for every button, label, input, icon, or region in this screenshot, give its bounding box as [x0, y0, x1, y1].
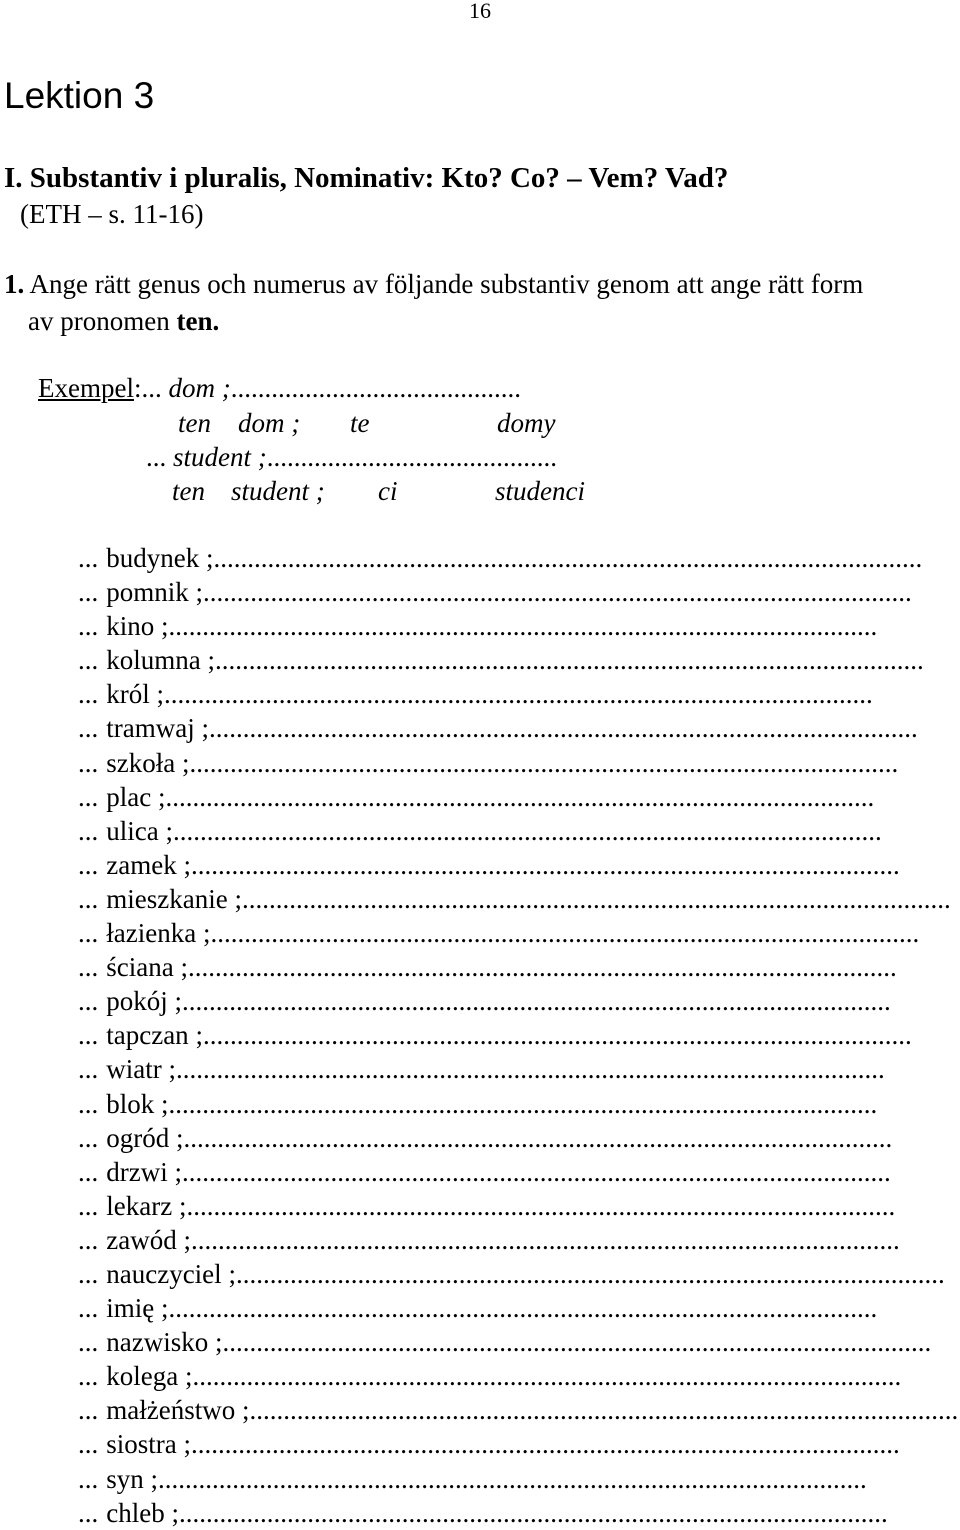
list-item[interactable]: ... nazwisko ;......................................................................................................... — [78, 1327, 932, 1358]
section-title: I. Substantiv i pluralis, Nominativ: Kto? Co? – Vem? Vad? — [4, 162, 729, 194]
task-pronoun: ten. — [176, 306, 220, 336]
list-item[interactable]: ... nauczyciel ;......................................................................................................... — [78, 1258, 945, 1289]
list-item[interactable]: ... plac ;......................................................................................................... — [78, 781, 875, 812]
list-item[interactable]: ... chleb ;......................................................................................................... — [78, 1497, 888, 1528]
list-item[interactable]: ... zamek ;......................................................................................................... — [78, 849, 900, 880]
example-prompt-1: dom ; — [168, 373, 231, 403]
lesson-title: Lektion 3 — [4, 75, 155, 116]
list-item[interactable]: ... kino ;......................................................................................................... — [78, 611, 878, 642]
list-item[interactable]: ... kolega ;......................................................................................................... — [78, 1361, 902, 1392]
list-item[interactable]: ... tramwaj ;......................................................................................................... — [78, 713, 918, 744]
list-item[interactable]: ... łazienka ;......................................................................................................... — [78, 918, 920, 949]
example-answer-2 — [0, 475, 960, 507]
example-answer-1-plural-pronoun: te — [350, 408, 370, 438]
example-answer-2-plural-noun: studenci — [495, 476, 585, 506]
list-item[interactable]: ... wiatr ;......................................................................................................... — [78, 1054, 885, 1085]
list-item[interactable]: ... zawód ;......................................................................................................... — [78, 1224, 900, 1255]
example-line-1 — [38, 372, 521, 404]
example-answer-blank-1: ........................................... — [230, 373, 521, 403]
task-instruction-line2: av pronomen — [28, 306, 170, 336]
example-answer-1 — [0, 407, 960, 439]
example-label: Exempel — [38, 373, 134, 403]
list-item[interactable]: ... syn ;......................................................................................................... — [78, 1463, 867, 1494]
example-prompt-2: student ; — [173, 442, 267, 472]
example-answer-2-pronoun: ten — [172, 476, 205, 506]
example-answer-1-pronoun: ten — [178, 408, 211, 438]
example-answer-2-plural-pronoun: ci — [378, 476, 398, 506]
example-answer-2-noun: student ; — [231, 476, 325, 506]
list-item[interactable]: ... budynek ;......................................................................................................... — [78, 543, 923, 573]
list-item[interactable]: ... mieszkanie ;......................................................................................................... — [78, 883, 951, 914]
list-item[interactable]: ... król ;......................................................................................................... — [78, 679, 873, 710]
list-item[interactable]: ... kolumna ;......................................................................................................... — [78, 645, 924, 676]
list-item[interactable]: ... pokój ;......................................................................................................... — [78, 986, 891, 1017]
page-number: 16 — [469, 0, 491, 23]
task-instruction — [4, 267, 863, 301]
example-answer-blank-2: ........................................... — [266, 442, 557, 472]
task-instruction-line1: Ange rätt genus och numerus av följande substantiv genom att ange rätt form — [29, 269, 864, 299]
list-item[interactable]: ... blok ;......................................................................................................... — [78, 1088, 878, 1119]
list-item[interactable]: ... małżeństwo ;......................................................................................................... — [78, 1395, 959, 1426]
list-item[interactable]: ... drzwi ;......................................................................................................... — [78, 1156, 891, 1187]
example-blank: ... — [141, 373, 162, 403]
example-answer-1-noun: dom ; — [238, 408, 301, 438]
list-item[interactable]: ... lekarz ;......................................................................................................... — [78, 1190, 896, 1221]
list-item[interactable]: ... ogród ;......................................................................................................... — [78, 1122, 893, 1153]
task-instruction-continued — [28, 304, 219, 338]
list-item[interactable]: ... tapczan ;......................................................................................................... — [78, 1020, 912, 1051]
example-answer-1-plural-noun: domy — [497, 408, 556, 438]
list-item[interactable]: ... pomnik ;......................................................................................................... — [78, 577, 912, 608]
list-item[interactable]: ... ulica ;......................................................................................................... — [78, 815, 882, 846]
list-item[interactable]: ... ściana ;......................................................................................................... — [78, 952, 897, 983]
example-line-2 — [146, 441, 557, 473]
example-blank-2: ... — [146, 442, 167, 472]
task-number: 1. — [4, 269, 25, 299]
exercise-list — [78, 541, 960, 1530]
list-item[interactable]: ... szkoła ;......................................................................................................... — [78, 747, 899, 778]
list-item[interactable]: ... siostra ;......................................................................................................... — [78, 1429, 900, 1460]
section-reference: (ETH – s. 11-16) — [20, 199, 204, 229]
example-colon: : — [133, 373, 142, 403]
list-item[interactable]: ... imię ;......................................................................................................... — [78, 1293, 878, 1324]
